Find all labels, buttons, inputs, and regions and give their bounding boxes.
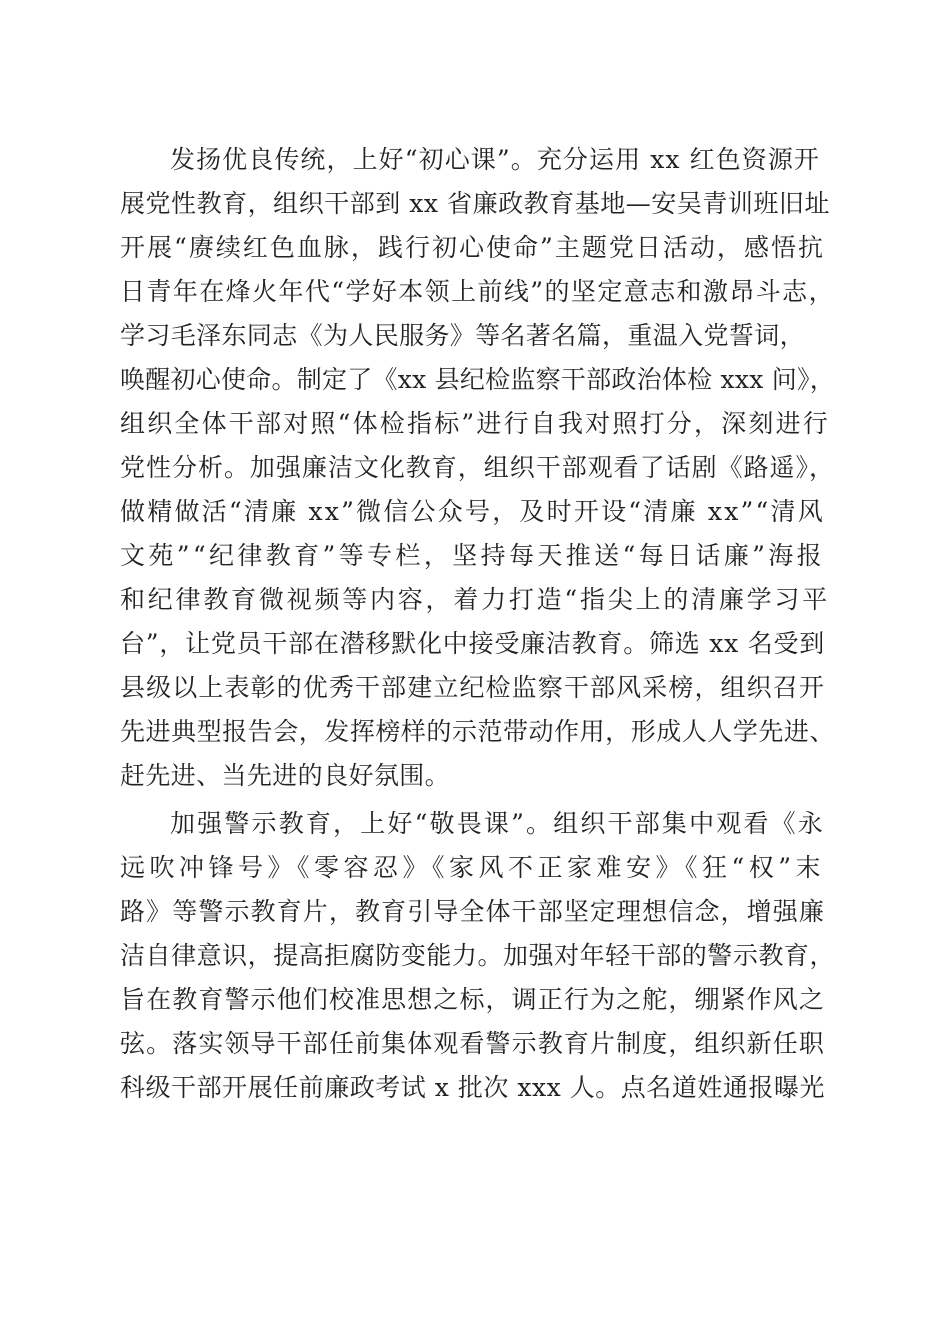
paragraph-2-line-2: 远吹冲锋号》《零容忍》《家风不正家难安》《狂“权”末	[120, 853, 825, 882]
paragraph-2-line-5: 旨在教育警示他们校准思想之标，调正行为之舵，绷紧作风之	[120, 985, 825, 1014]
paragraph-1-line-6: 唤醒初心使命。制定了《xx 县纪检监察干部政治体检 xxx 问》，	[120, 365, 835, 394]
paragraph-1-line-13: 县级以上表彰的优秀干部建立纪检监察干部风采榜，组织召开	[120, 673, 825, 702]
paragraph-1-line-11: 和纪律教育微视频等内容，着力打造“指尖上的清廉学习平	[120, 585, 830, 614]
paragraph-2-line-6: 弦。落实领导干部任前集体观看警示教育片制度，组织新任职	[120, 1029, 825, 1058]
paragraph-1-line-3: 开展“赓续红色血脉，践行初心使命”主题党日活动，感悟抗	[120, 233, 825, 262]
paragraph-1-line-2: 展党性教育，组织干部到 xx 省廉政教育基地—安吴青训班旧址	[120, 189, 830, 218]
paragraph-2-line-3: 路》等警示教育片，教育引导全体干部坚定理想信念，增强廉	[120, 897, 825, 926]
paragraph-2-line-1: 加强警示教育，上好“敬畏课”。组织干部集中观看《永	[170, 809, 825, 838]
paragraph-1-line-5: 学习毛泽东同志《为人民服务》等名著名篇，重温入党誓词，	[120, 321, 805, 350]
paragraph-1-line-8: 党性分析。加强廉洁文化教育，组织干部观看了话剧《路遥》，	[120, 453, 835, 482]
paragraph-1-line-4: 日青年在烽火年代“学好本领上前线”的坚定意志和激昂斗志，	[120, 277, 835, 306]
paragraph-2-line-4: 洁自律意识，提高拒腐防变能力。加强对年轻干部的警示教育，	[120, 941, 835, 970]
paragraph-2-line-7: 科级干部开展任前廉政考试 x 批次 xxx 人。点名道姓通报曝光	[120, 1073, 825, 1102]
paragraph-1-line-10: 文苑”“纪律教育”等专栏，坚持每天推送“每日话廉”海报	[120, 541, 826, 570]
paragraph-1-line-9: 做精做活“清廉 xx”微信公众号，及时开设“清廉 xx”“清风	[120, 497, 825, 526]
paragraph-1-line-12: 台”，让党员干部在潜移默化中接受廉洁教育。筛选 xx 名受到	[120, 629, 826, 658]
paragraph-1-line-15: 赶先进、当先进的良好氛围。	[120, 761, 450, 790]
paragraph-1-line-1: 发扬优良传统，上好“初心课”。充分运用 xx 红色资源开	[170, 145, 821, 174]
paragraph-1-line-14: 先进典型报告会，发挥榜样的示范带动作用，形成人人学先进、	[120, 717, 835, 746]
paragraph-1-line-7: 组织全体干部对照“体检指标”进行自我对照打分，深刻进行	[120, 409, 830, 438]
